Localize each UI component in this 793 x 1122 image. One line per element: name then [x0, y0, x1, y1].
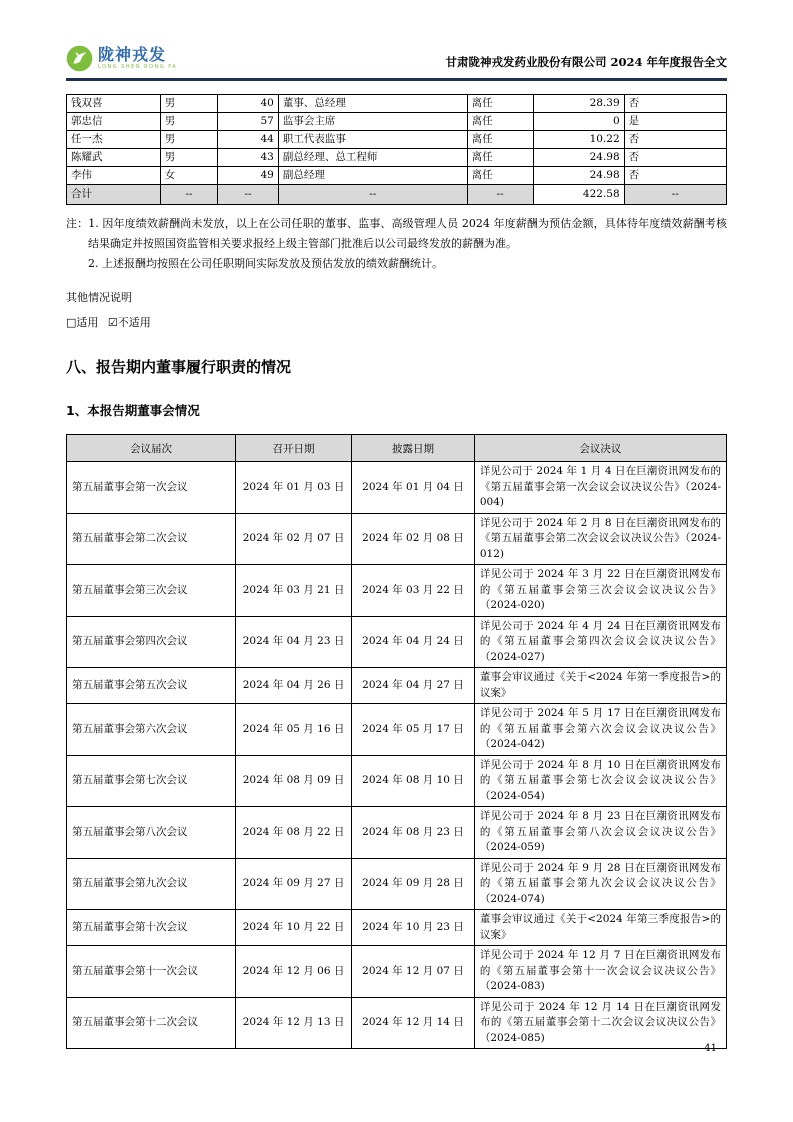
- table-cell: 第五届董事会第一次会议: [67, 462, 236, 514]
- table-cell: 2024 年 04 月 27 日: [352, 668, 475, 704]
- table-cell: 董事、总经理: [278, 95, 467, 113]
- table-cell: 任一杰: [67, 131, 161, 149]
- table-cell: 2024 年 12 月 13 日: [235, 997, 351, 1049]
- table-cell: 男: [160, 131, 217, 149]
- table-row: [67, 946, 727, 998]
- table-cell: 副总经理: [278, 167, 467, 185]
- table-cell: 合计: [67, 185, 161, 205]
- table-cell: --: [467, 185, 533, 205]
- table-cell: 详见公司于 2024 年 3 月 22 日在巨潮资讯网发布的《第五届董事会第三次会议会议决议公告》（2024-020): [474, 565, 726, 617]
- table-cell: 2024 年 12 月 06 日: [235, 946, 351, 998]
- table-cell: 否: [624, 149, 726, 167]
- table-cell: 离任: [467, 167, 533, 185]
- table-cell: 是: [624, 113, 726, 131]
- table-cell: 24.98: [533, 167, 624, 185]
- table-cell: 2024 年 05 月 16 日: [235, 704, 351, 756]
- applicability-line: [66, 314, 727, 330]
- table-cell: 2024 年 01 月 03 日: [235, 462, 351, 514]
- personnel-table: [66, 94, 727, 205]
- note-line-2: 2. 上述报酬均按照在公司任职期间实际发放及预估发放的绩效薪酬统计。: [88, 257, 443, 270]
- table-cell: 详见公司于 2024 年 1 月 4 日在巨潮资讯网发布的《第五届董事会第一次会议会议决议公告》（2024-004): [474, 462, 726, 514]
- table-cell: 第五届董事会第七次会议: [67, 755, 236, 807]
- table-row: [67, 513, 727, 565]
- table-cell: --: [624, 185, 726, 205]
- table-cell: 2024 年 02 月 07 日: [235, 513, 351, 565]
- other-info-label: 其他情况说明: [66, 291, 132, 304]
- table-cell: 2024 年 10 月 22 日: [235, 910, 351, 946]
- table-cell: 详见公司于 2024 年 5 月 17 日在巨潮资讯网发布的《第五届董事会第六次会议会议决议公告》（2024-042): [474, 704, 726, 756]
- page-header: [66, 0, 727, 81]
- table-cell: 2024 年 04 月 26 日: [235, 668, 351, 704]
- table-cell: 详见公司于 2024 年 8 月 10 日在巨潮资讯网发布的《第五届董事会第七次会议会议决议公告》（2024-054): [474, 755, 726, 807]
- table-cell: 否: [624, 167, 726, 185]
- table-cell: 离任: [467, 131, 533, 149]
- table-cell: 0: [533, 113, 624, 131]
- table-cell: 10.22: [533, 131, 624, 149]
- table-cell: 第五届董事会第二次会议: [67, 513, 236, 565]
- table-cell: 女: [160, 167, 217, 185]
- notes-block: [66, 214, 727, 274]
- table-cell: 详见公司于 2024 年 2 月 8 日在巨潮资讯网发布的《第五届董事会第二次会议会议决议公告》（2024-012): [474, 513, 726, 565]
- section-heading: 八、报告期内董事履行职责的情况: [66, 358, 292, 376]
- table-cell: 董事会审议通过《关于<2024 年第三季度报告>的议案》: [474, 910, 726, 946]
- table-cell: 2024 年 02 月 08 日: [352, 513, 475, 565]
- table-cell: 2024 年 03 月 21 日: [235, 565, 351, 617]
- table-row: [67, 462, 727, 514]
- table-cell: 钱双喜: [67, 95, 161, 113]
- table-row: [67, 668, 727, 704]
- table-cell: 董事会审议通过《关于<2024 年第一季度报告>的议案》: [474, 668, 726, 704]
- table-row: [67, 565, 727, 617]
- table-row: [67, 95, 727, 113]
- company-logo: [66, 45, 177, 72]
- table-row: [67, 616, 727, 668]
- table-cell: 2024 年 12 月 14 日: [352, 997, 475, 1049]
- table-cell: 44: [218, 131, 279, 149]
- table-cell: 2024 年 04 月 23 日: [235, 616, 351, 668]
- table-cell: 职工代表监事: [278, 131, 467, 149]
- table-cell: 第五届董事会第三次会议: [67, 565, 236, 617]
- table-cell: 离任: [467, 149, 533, 167]
- table-row: [67, 167, 727, 185]
- table-cell: 24.98: [533, 149, 624, 167]
- table-row: [67, 704, 727, 756]
- table-cell: 2024 年 05 月 17 日: [352, 704, 475, 756]
- table-cell: 详见公司于 2024 年 4 月 24 日在巨潮资讯网发布的《第五届董事会第四次会议会议决议公告》（2024-027): [474, 616, 726, 668]
- table-cell: 详见公司于 2024 年 9 月 28 日在巨潮资讯网发布的《第五届董事会第九次会议会议决议公告》（2024-074): [474, 858, 726, 910]
- table-cell: 第五届董事会第六次会议: [67, 704, 236, 756]
- table-cell: 监事会主席: [278, 113, 467, 131]
- table-cell: 第五届董事会第十二次会议: [67, 997, 236, 1049]
- table-cell: 2024 年 08 月 23 日: [352, 807, 475, 859]
- total-row: [67, 185, 727, 205]
- table-cell: 否: [624, 95, 726, 113]
- table-row: [67, 149, 727, 167]
- subsection-heading: 1、本报告期董事会情况: [66, 403, 200, 418]
- table-cell: 郭忠信: [67, 113, 161, 131]
- table-cell: 43: [218, 149, 279, 167]
- table-cell: 详见公司于 2024 年 12 月 14 日在巨潮资讯网发布的《第五届董事会第十二次会议会议决议公告》（2024-085): [474, 997, 726, 1049]
- table-cell: 40: [218, 95, 279, 113]
- table-cell: 第五届董事会第九次会议: [67, 858, 236, 910]
- meetings-table-body: [67, 462, 727, 1049]
- table-cell: 49: [218, 167, 279, 185]
- page-number: 41: [704, 1043, 717, 1054]
- table-cell: 副总经理、总工程师: [278, 149, 467, 167]
- logo-chinese-text: 陇神戎发: [98, 45, 167, 64]
- table-cell: 第五届董事会第十一次会议: [67, 946, 236, 998]
- table-cell: 2024 年 10 月 23 日: [352, 910, 475, 946]
- table-cell: 李伟: [67, 167, 161, 185]
- table-row: [67, 910, 727, 946]
- col-header-convene-date: 召开日期: [235, 435, 351, 462]
- table-cell: 422.58: [533, 185, 624, 205]
- report-title: 甘肃陇神戎发药业股份有限公司 2024 年年度报告全文: [445, 55, 727, 69]
- table-cell: 2024 年 08 月 22 日: [235, 807, 351, 859]
- note-line-1: 注：1. 因年度绩效薪酬尚未发放，以上在公司任职的董事、监事、高级管理人员 2024 年度薪酬为预估金额，具体待年度绩效薪酬考核结果确定并按照国资监管相关要求报经上级主管部门批准后以公司最终发放的薪酬为准。: [66, 217, 727, 250]
- table-cell: 2024 年 04 月 24 日: [352, 616, 475, 668]
- table-row: [67, 858, 727, 910]
- table-cell: 2024 年 12 月 07 日: [352, 946, 475, 998]
- logo-english-text: LONG SHEN RONG FA: [98, 64, 178, 70]
- table-cell: 离任: [467, 95, 533, 113]
- table-row: [67, 997, 727, 1049]
- table-cell: 否: [624, 131, 726, 149]
- table-cell: 2024 年 03 月 22 日: [352, 565, 475, 617]
- table-row: [67, 131, 727, 149]
- table-cell: 男: [160, 113, 217, 131]
- col-header-disclosure-date: 披露日期: [352, 435, 475, 462]
- logo-bird-icon: [66, 45, 93, 72]
- table-cell: 详见公司于 2024 年 12 月 7 日在巨潮资讯网发布的《第五届董事会第十一次会议会议决议公告》（2024-083): [474, 946, 726, 998]
- table-cell: --: [278, 185, 467, 205]
- table-cell: 28.39: [533, 95, 624, 113]
- not-applicable-checkbox: ☑不适用: [107, 316, 151, 329]
- table-row: [67, 755, 727, 807]
- meetings-header-row: [67, 435, 727, 462]
- table-cell: 2024 年 09 月 27 日: [235, 858, 351, 910]
- table-cell: 第五届董事会第五次会议: [67, 668, 236, 704]
- table-cell: 57: [218, 113, 279, 131]
- table-cell: 2024 年 09 月 28 日: [352, 858, 475, 910]
- col-header-resolution: 会议决议: [474, 435, 726, 462]
- personnel-table-body: [67, 95, 727, 205]
- table-cell: 男: [160, 95, 217, 113]
- applicable-checkbox: □适用: [66, 316, 99, 329]
- table-cell: 第五届董事会第八次会议: [67, 807, 236, 859]
- table-cell: 详见公司于 2024 年 8 月 23 日在巨潮资讯网发布的《第五届董事会第八次会议会议决议公告》（2024-059): [474, 807, 726, 859]
- table-row: [67, 113, 727, 131]
- table-cell: 2024 年 01 月 04 日: [352, 462, 475, 514]
- table-cell: --: [218, 185, 279, 205]
- table-cell: 第五届董事会第十次会议: [67, 910, 236, 946]
- table-cell: 2024 年 08 月 09 日: [235, 755, 351, 807]
- table-cell: 2024 年 08 月 10 日: [352, 755, 475, 807]
- table-row: [67, 807, 727, 859]
- col-header-session: 会议届次: [67, 435, 236, 462]
- table-cell: 第五届董事会第四次会议: [67, 616, 236, 668]
- table-cell: 陈耀武: [67, 149, 161, 167]
- table-cell: 离任: [467, 113, 533, 131]
- table-cell: --: [160, 185, 217, 205]
- meetings-table: [66, 434, 727, 1049]
- table-cell: 男: [160, 149, 217, 167]
